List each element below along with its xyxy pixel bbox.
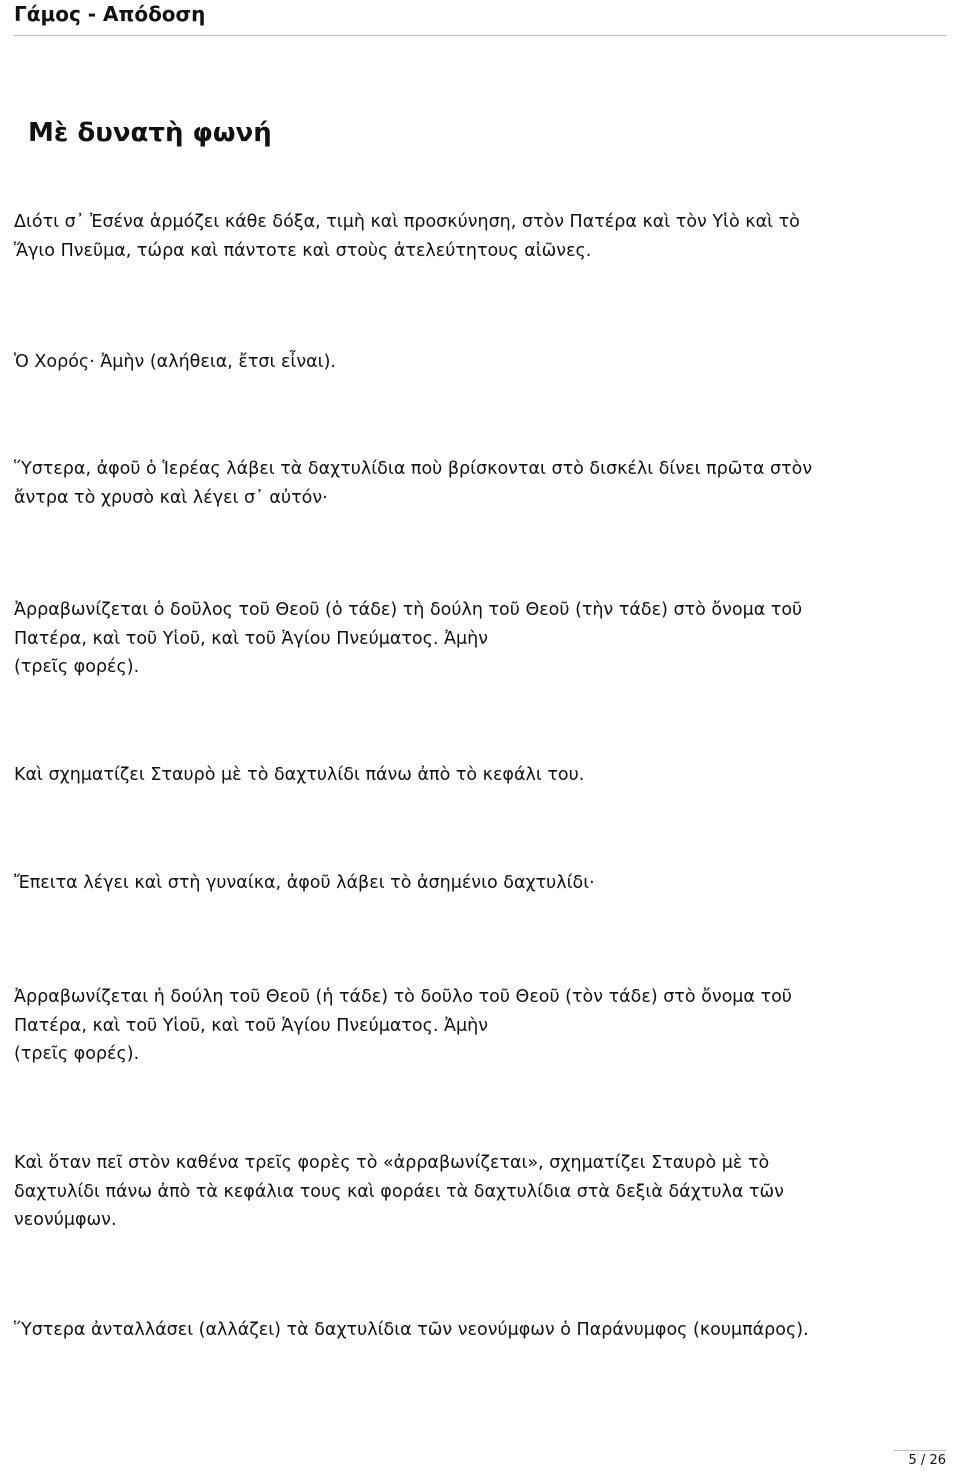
paragraph-rubric-rings xyxy=(14,455,944,512)
paragraph-choir-amen xyxy=(14,348,944,377)
text-line: Ἔπειτα λέγει καὶ στὴ γυναίκα, ἀφοῦ λάβει τὸ ἀσημένιο δαχτυλίδι· xyxy=(14,873,595,893)
text-line: δαχτυλίδι πάνω ἀπὸ τὰ κεφάλια τους καὶ φοράει τὰ δαχτυλίδια στὰ δεξιὰ δάχτυλα τῶν xyxy=(14,1181,784,1202)
text-line: Πατέρα, καὶ τοῦ Υἱοῦ, καὶ τοῦ Ἁγίου Πνεύματος. Ἀμὴν xyxy=(14,628,489,649)
text-line: Ἀρραβωνίζεται ὁ δοῦλος τοῦ Θεοῦ (ὁ τάδε) τὴ δούλη τοῦ Θεοῦ (τὴν τάδε) στὸ ὄνομα τοῦ xyxy=(14,600,803,620)
text-line: (τρεῖς φορές). xyxy=(14,657,140,677)
paragraph-cross-man xyxy=(14,761,944,790)
document-title: Γάμος - Απόδοση xyxy=(14,2,206,26)
paragraph-rubric-cross-both xyxy=(14,1149,944,1235)
paragraph-ring-exchange xyxy=(14,1316,944,1345)
text-line: Καὶ ὅταν πεῖ στὸν καθένα τρεῖς φορὲς τὸ «ἀρραβωνίζεται», σχηματίζει Σταυρὸ μὲ τὸ xyxy=(14,1153,770,1173)
text-line: Καὶ σχηματίζει Σταυρὸ μὲ τὸ δαχτυλίδι πάνω ἀπὸ τὸ κεφάλι του. xyxy=(14,765,585,785)
header-divider xyxy=(14,35,946,36)
text-line: Ὁ Χορός· Ἀμὴν (αλήθεια, ἔτσι εἶναι). xyxy=(14,352,336,372)
paragraph-rubric-woman xyxy=(14,869,944,898)
text-line: Ἅγιο Πνεῦμα, τώρα καὶ πάντοτε καὶ στοὺς ἀτελεύτητους αἰῶνες. xyxy=(14,240,592,261)
text-line: Ὕστερα, ἀφοῦ ὁ Ἱερέας λάβει τὰ δαχτυλίδια ποὺ βρίσκονται στὸ δισκέλι δίνει πρῶτα στὸν xyxy=(14,459,813,479)
text-line: Διότι σ᾿ Ἐσένα ἁρμόζει κάθε δόξα, τιμὴ καὶ προσκύνηση, στὸν Πατέρα καὶ τὸν Υἱὸ καὶ τὸ xyxy=(14,212,800,232)
section-heading: Μὲ δυνατὴ φωνή xyxy=(28,118,272,148)
text-line: ἄντρα τὸ χρυσὸ καὶ λέγει σ᾿ αὐτόν· xyxy=(14,487,328,508)
paragraph-betrothal-woman xyxy=(14,983,944,1069)
page-number: 5 / 26 xyxy=(908,1453,946,1468)
text-line: (τρεῖς φορές). xyxy=(14,1044,140,1064)
text-line: Πατέρα, καὶ τοῦ Υἱοῦ, καὶ τοῦ Ἁγίου Πνεύματος. Ἀμὴν xyxy=(14,1015,489,1036)
text-line: νεονύμφων. xyxy=(14,1210,117,1230)
paragraph-doxology xyxy=(14,208,944,265)
text-line: Ἀρραβωνίζεται ἡ δούλη τοῦ Θεοῦ (ἡ τάδε) τὸ δοῦλο τοῦ Θεοῦ (τὸν τάδε) στὸ ὄνομα τοῦ xyxy=(14,987,792,1007)
text-line: Ὕστερα ἀνταλλάσει (αλλάζει) τὰ δαχτυλίδια τῶν νεονύμφων ὁ Παράνυμφος (κουμπάρος). xyxy=(14,1320,809,1340)
paragraph-betrothal-man xyxy=(14,596,944,682)
footer-divider xyxy=(894,1450,946,1451)
